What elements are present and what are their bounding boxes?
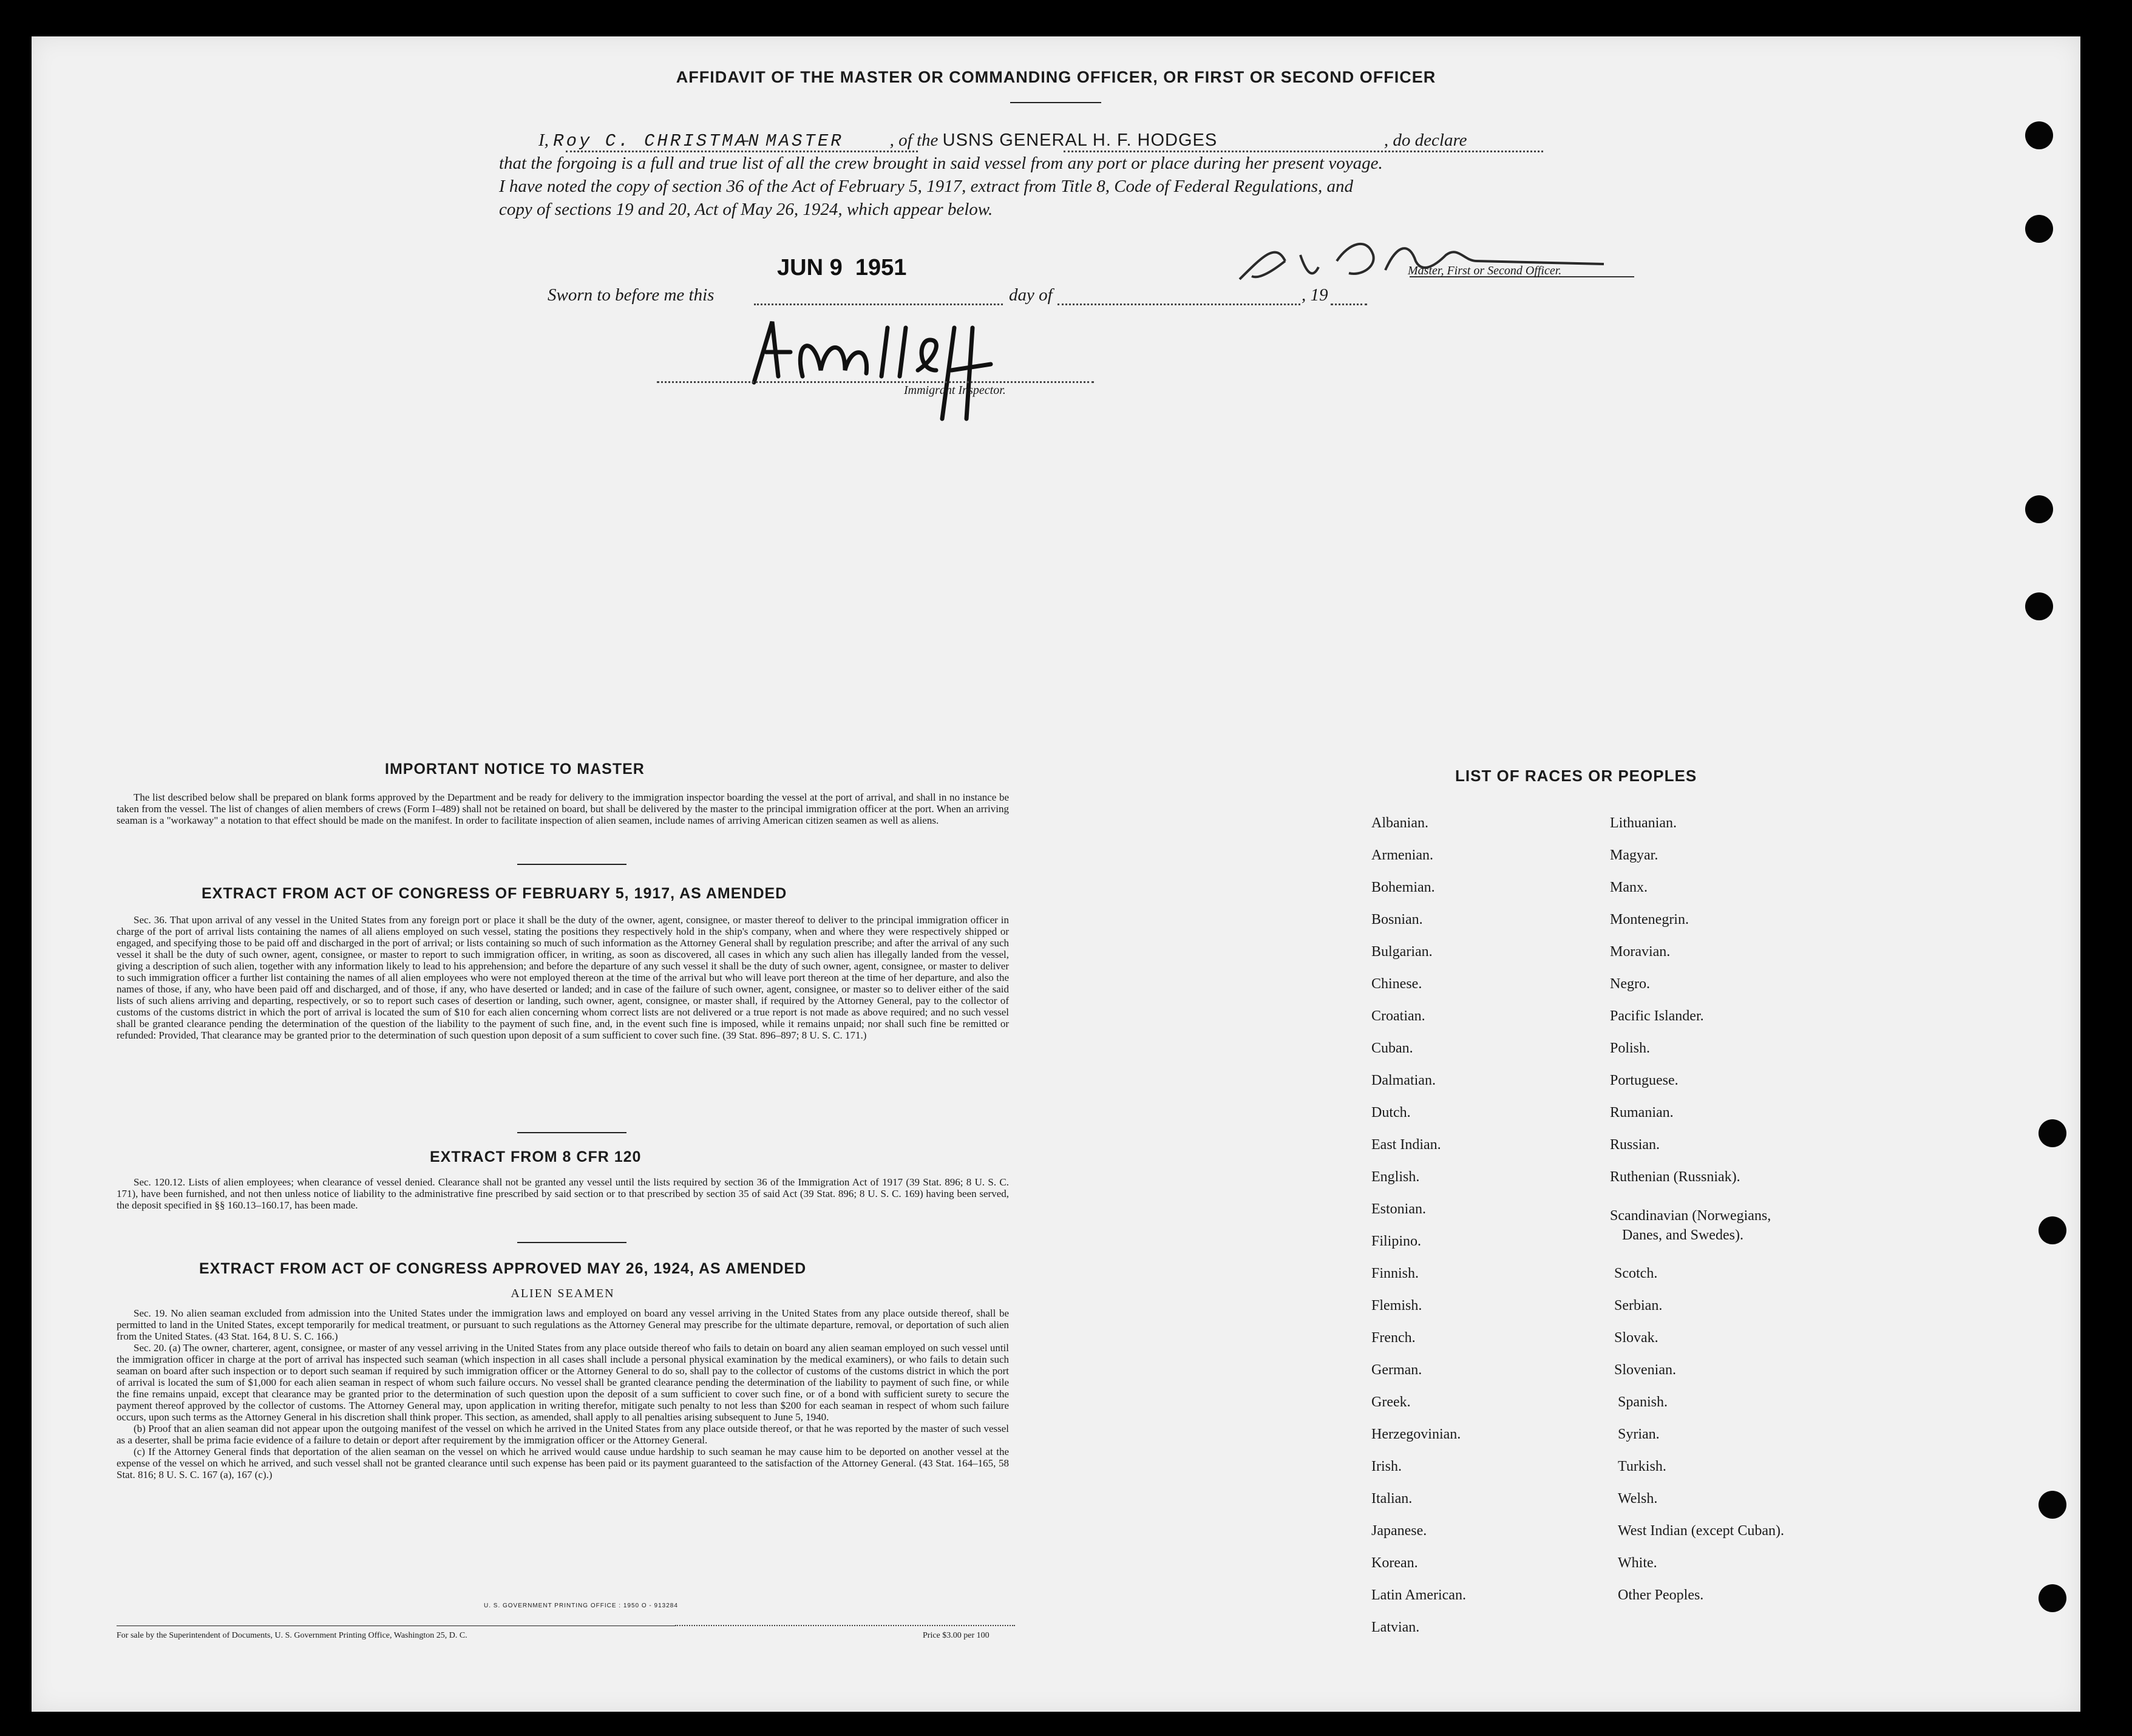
race-item: Herzegovinian. [1371, 1426, 1461, 1442]
race-item: Italian. [1371, 1491, 1413, 1507]
notice-body [117, 792, 1009, 826]
race-item: Scandinavian (Norwegians, [1610, 1208, 1771, 1224]
race-item: White. [1618, 1555, 1657, 1571]
race-item: Latin American. [1371, 1587, 1466, 1603]
punch-hole [2039, 1119, 2066, 1147]
inspector-dotted-line [657, 381, 1094, 383]
master-title: – MASTER [739, 131, 844, 151]
inspector-label: Immigrant Inspector. [904, 384, 1006, 397]
vessel-dotted-line [1064, 151, 1543, 152]
race-item: Magyar. [1610, 847, 1658, 863]
race-item: Korean. [1371, 1555, 1418, 1571]
race-item: Slovak. [1614, 1330, 1658, 1346]
declaration-line-1 [538, 131, 1467, 151]
year-dotted-line [1331, 303, 1367, 305]
race-item: Filipino. [1371, 1233, 1422, 1249]
race-item: Dutch. [1371, 1105, 1411, 1121]
race-item: Russian. [1610, 1137, 1660, 1153]
sec-19-paragraph: Sec. 19. No alien seaman excluded from admission into the United States under the immigration laws and employed on board any vessel arriving in the United States from any place outside thereof, shall be permitted to land in the United States, except temporarily for medical treatment, or pursuant to such regulations as the Attorney General may prescribe for the ultimate departure, removal, or deportation of such alien from the United States. (43 Stat. 164, 8 U. S. C. 166.) [117, 1307, 1009, 1342]
race-item: French. [1371, 1330, 1416, 1346]
extract-cfr-body [117, 1176, 1009, 1211]
race-item: Polish. [1610, 1040, 1651, 1056]
declare-prefix: I, [538, 131, 549, 150]
race-item: Lithuanian. [1610, 815, 1677, 831]
race-item: Albanian. [1371, 815, 1428, 831]
race-item: Bosnian. [1371, 912, 1423, 927]
sec-20a-paragraph: Sec. 20. (a) The owner, charterer, agent, consignee, or master of any vessel arriving in the United States from any place outside thereof who fails to detain on board any alien seaman employed on such vessel until the immigration officer in charge at the port of arrival has inspected such seaman (which inspection in all cases shall include a personal physical examination by the medical examiners), or who fails to detain such seaman on board after such inspection or to deport such seaman if required by such immigration officer or the Attorney General to do so, shall pay to the collector of customs of the customs district in which the port of arrival is located the sum of $1,000 for each alien seaman in respect of whom such failure occurs. No vessel shall be granted clearance pending the determination of the liability to payment of such fine, or while the fine remains unpaid, except that clearance may be granted prior to the determination of such question upon the deposit of a sum sufficient to cover such fine, or of a bond with sufficient surety to secure the payment thereof approved by the collector of customs. The Attorney General may, upon application in writing therefor, mitigate such penalty to not less than $200 for each seaman in respect of whom such failure occurs, upon such terms as the Attorney General in his discretion shall think proper. This section, as amended, shall apply to all penalties arising subsequent to June 5, 1940. [117, 1342, 1009, 1423]
sworn-month-dotted-line [1058, 303, 1300, 305]
punch-hole [2039, 1584, 2066, 1612]
race-item: Japanese. [1371, 1523, 1427, 1539]
race-item: Bulgarian. [1371, 944, 1433, 960]
race-item: Danes, and Swedes). [1622, 1227, 1743, 1243]
declaration-line-3: I have noted the copy of section 36 of the Act of February 5, 1917, extract from Title 8, Code of Federal Regulations, and [499, 177, 1354, 196]
notice-rule [517, 864, 626, 865]
race-item: Latvian. [1371, 1619, 1420, 1635]
day-of-text: day of [1009, 285, 1053, 305]
punch-hole [2039, 1216, 2066, 1244]
extract-1917-body [117, 914, 1009, 1041]
do-declare-text: , do declare [1383, 131, 1467, 150]
race-item: Syrian. [1618, 1426, 1660, 1442]
race-item: English. [1371, 1169, 1420, 1185]
punch-hole [2025, 215, 2053, 243]
document-page [32, 36, 2080, 1712]
race-item: Greek. [1371, 1394, 1411, 1410]
of-the-text: , of the [889, 131, 939, 150]
extract-1917-paragraph: Sec. 36. That upon arrival of any vessel in the United States from any foreign port or place it shall be the duty of the owner, agent, consignee, or master thereof to deliver to the principal immigration officer in charge of the port of arrival lists containing the names of all aliens employed on such vessel, stating the positions they respectively hold in the ship's company, when and where they were respectively shipped or engaged, and specifying those to be paid off and discharged in the port of arrival; or lists containing so much of such information as the Attorney General shall by regulation prescribe; and after the arrival of any such vessel it shall be the duty of such owner, agent, consignee, or master to report to such immigration officer, in writing, as soon as discovered, all cases in which any such alien has illegally landed from the vessel, giving a description of such alien, together with any information likely to lead to his apprehension; and before the departure of any such vessel it shall be the duty of such owner, agent, consignee, or master to deliver to such immigration officer a further list containing the names of all alien employees who were not employed thereon at the time of the arrival but who will leave port thereon at the time of her departure, and also the names of those, if any, who have been paid off and discharged, and of those, if any, who have deserted or landed; and in case of the failure of such owner, agent, consignee, or master so to deliver either of the said lists of such aliens arriving and departing, respectively, or so to report such cases of desertion or landing, such owner, agent, consignee, or master shall, if required by the Attorney General, pay to the collector of customs of the customs district in which the port of arrival is located the sum of $10 for each alien concerning whom correct lists are not delivered or a true report is not made as above required; and no such vessel shall be granted clearance pending the determination of the question of the liability to the payment of such fine, and, in the event such fine is imposed, while it remains unpaid; nor shall such fine be remitted or refunded: Provided, That clearance may be granted prior to the determination of such question upon deposit of a sum sufficient to cover such fine. (39 Stat. 896–897; 8 U. S. C. 171.) [117, 914, 1009, 1041]
extract-1924-title: EXTRACT FROM ACT OF CONGRESS APPROVED MAY 26, 1924, AS AMENDED [199, 1260, 807, 1277]
footer-dotted-rule [675, 1625, 1015, 1626]
extract-cfr-rule [517, 1242, 626, 1243]
master-name: Roy C. CHRISTMAN [553, 131, 761, 151]
alien-seamen-subtitle: ALIEN SEAMEN [511, 1287, 615, 1300]
name-dotted-line [566, 151, 918, 152]
race-item: Cuban. [1371, 1040, 1413, 1056]
race-item: Slovenian. [1614, 1362, 1676, 1378]
extract-1917-rule [517, 1132, 626, 1133]
date-stamp: JUN 9 1951 [777, 255, 907, 280]
race-item: Armenian. [1371, 847, 1433, 863]
race-item: Bohemian. [1371, 880, 1435, 895]
inspector-signature [736, 303, 1076, 425]
race-item: Dalmatian. [1371, 1073, 1436, 1088]
notice-title: IMPORTANT NOTICE TO MASTER [385, 761, 645, 778]
extract-cfr-paragraph: Sec. 120.12. Lists of alien employees; when clearance of vessel denied. Clearance shall not be granted any vessel until the lists required by section 36 of the Immigration Act of 1917 (39 Stat. 896; 8 U. S. C. 171), have been furnished, and not then unless notice of liability to the administrative fine prescribed by said section or to that prescribed by section 35 of said Act (39 Stat. 896; 8 U. S. C. 169) having been served, the deposit specified in §§ 160.13–160.17, has been made. [117, 1176, 1009, 1211]
race-item: Moravian. [1610, 944, 1671, 960]
sec-20c-paragraph: (c) If the Attorney General finds that deportation of the alien seaman on the vessel on which he arrived would cause undue hardship to such seaman he may cause him to be deported on another vessel at the expense of the vessel on which he arrived, and such vessel shall not be granted clearance until such expense has been paid or its payment guaranteed to the satisfaction of the Attorney General. (43 Stat. 164–165, 58 Stat. 816; 8 U. S. C. 167 (a), 167 (c).) [117, 1446, 1009, 1480]
extract-cfr-title: EXTRACT FROM 8 CFR 120 [430, 1148, 642, 1165]
punch-hole [2025, 121, 2053, 149]
race-item: Chinese. [1371, 976, 1422, 992]
race-item: German. [1371, 1362, 1422, 1378]
price-text: Price $3.00 per 100 [923, 1631, 990, 1640]
punch-hole [2025, 592, 2053, 620]
race-item: Ruthenian (Russniak). [1610, 1169, 1740, 1185]
races-title: LIST OF RACES OR PEOPLES [1455, 767, 1697, 785]
sworn-text: Sworn to before me this [548, 285, 715, 305]
master-signature-label: Master, First or Second Officer. [1408, 264, 1562, 277]
notice-paragraph: The list described below shall be prepared on blank forms approved by the Department and be ready for delivery to the immigration inspector boarding the vessel at the port of arrival, and shall in no instance be taken from the vessel. The list of changes of alien members of crews (Form I–489) shall not be retained on board, but shall be delivered by the master to the principal immigration officer at the port. When an arriving seaman is a "workaway" a notation to that effect should be made on the manifest. In order to facilitate inspection of alien seamen, include names of arriving American citizen seamen as well as aliens. [117, 792, 1009, 826]
affidavit-title: AFFIDAVIT OF THE MASTER OR COMMANDING OFFICER, OR FIRST OR SECOND OFFICER [676, 68, 1436, 86]
extract-1924-body [117, 1307, 1009, 1480]
race-item: Spanish. [1618, 1394, 1668, 1410]
punch-hole [2039, 1491, 2066, 1519]
race-item: East Indian. [1371, 1137, 1441, 1153]
race-item: Portuguese. [1610, 1073, 1679, 1088]
extract-1917-title: EXTRACT FROM ACT OF CONGRESS OF FEBRUARY 5, 1917, AS AMENDED [202, 885, 787, 902]
race-item: Pacific Islander. [1610, 1008, 1704, 1024]
race-item: Turkish. [1618, 1459, 1666, 1474]
punch-hole [2025, 495, 2053, 523]
title-rule [1010, 102, 1101, 103]
declaration-line-4: copy of sections 19 and 20, Act of May 26, 1924, which appear below. [499, 200, 993, 219]
race-item: Manx. [1610, 880, 1648, 895]
race-item: Croatian. [1371, 1008, 1425, 1024]
declaration-line-2: that the forgoing is a full and true list of all the crew brought in said vessel from any port or place during her present voyage. [499, 154, 1383, 173]
master-signature [1227, 219, 1652, 297]
race-item: Negro. [1610, 976, 1650, 992]
race-item: Irish. [1371, 1459, 1402, 1474]
race-item: Estonian. [1371, 1201, 1426, 1217]
race-item: Finnish. [1371, 1266, 1419, 1281]
race-item: Scotch. [1614, 1266, 1658, 1281]
race-item: Montenegrin. [1610, 912, 1689, 927]
gpo-imprint: U. S. GOVERNMENT PRINTING OFFICE : 1950 O - 913284 [484, 1602, 678, 1609]
race-item: Welsh. [1618, 1491, 1658, 1507]
race-item: Serbian. [1614, 1298, 1663, 1314]
vessel-name: USNS GENERAL H. F. HODGES [942, 131, 1218, 150]
year-prefix: , 19 [1302, 285, 1328, 305]
race-item: Flemish. [1371, 1298, 1422, 1314]
race-item: Other Peoples. [1618, 1587, 1704, 1603]
race-item: Rumanian. [1610, 1105, 1674, 1121]
sec-20b-paragraph: (b) Proof that an alien seaman did not appear upon the outgoing manifest of the vessel on which he arrived in the United States from any place outside thereof, or that he was reported by the master of such vessel as a deserter, shall be prima facie evidence of a failure to detain or deport after requirement by the immigration officer or the Attorney General. [117, 1423, 1009, 1446]
for-sale-text: For sale by the Superintendent of Documents, U. S. Government Printing Office, Washington 25, D. C. [117, 1631, 467, 1640]
race-item: West Indian (except Cuban). [1618, 1523, 1784, 1539]
